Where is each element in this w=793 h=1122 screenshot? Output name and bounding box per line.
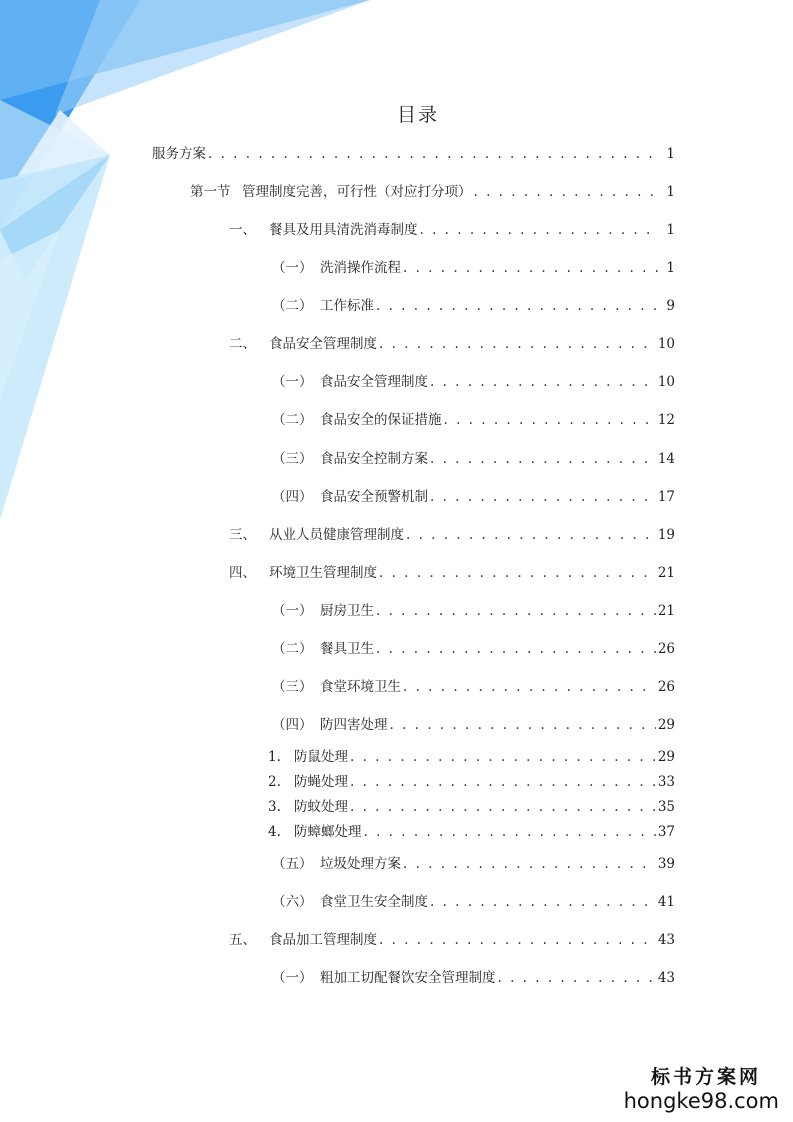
toc-entry[interactable] xyxy=(229,526,675,544)
toc-entry[interactable] xyxy=(268,748,675,766)
toc-entry-label: 环境卫生管理制度 xyxy=(269,565,377,581)
toc-entry-label: 食品安全控制方案 xyxy=(320,451,428,467)
toc-entry-number: 一、 xyxy=(229,222,256,238)
toc-page-number: 14 xyxy=(657,451,675,467)
toc-entry-label: 餐具卫生 xyxy=(320,641,374,657)
toc-page-number: 41 xyxy=(657,894,675,910)
toc-entry-number: 第一节 xyxy=(190,184,231,200)
toc-entry[interactable] xyxy=(272,602,675,620)
toc-leader-dots xyxy=(364,823,656,841)
toc-entry[interactable] xyxy=(272,411,675,429)
toc-entry[interactable] xyxy=(272,640,675,658)
toc-entry-number: （二） xyxy=(272,412,313,428)
toc-leader-dots xyxy=(406,526,656,544)
toc-entry-number: （四） xyxy=(272,717,313,733)
toc-entry-number: 四、 xyxy=(229,565,256,581)
toc-leader-dots xyxy=(379,564,656,582)
toc-leader-dots xyxy=(403,678,656,696)
toc-entry-number: （三） xyxy=(272,679,313,695)
toc-leader-dots xyxy=(390,716,656,734)
toc-entry-number: （一） xyxy=(272,970,313,986)
toc-entry[interactable] xyxy=(229,564,675,582)
toc-leader-dots xyxy=(379,335,656,353)
toc-entry-label: 防鼠处理 xyxy=(294,749,348,765)
toc-entry-number: （五） xyxy=(272,856,313,872)
toc-page-number: 19 xyxy=(657,527,675,543)
toc-entry-label: 食品安全管理制度 xyxy=(269,336,377,352)
toc-page-number: 29 xyxy=(657,717,675,733)
toc-page-number: 43 xyxy=(657,970,675,986)
toc-entry-number: 2. xyxy=(268,774,281,790)
toc-entry[interactable] xyxy=(272,373,675,391)
toc-entry-number: 二、 xyxy=(229,336,256,352)
toc-entry-label: 服务方案 xyxy=(152,146,206,162)
toc-leader-dots xyxy=(403,259,659,277)
toc-entry[interactable] xyxy=(229,221,675,239)
toc-leader-dots xyxy=(208,145,659,163)
toc-page-number: 1 xyxy=(666,222,675,238)
toc-entry-label: 餐具及用具清洗消毒制度 xyxy=(269,222,418,238)
toc-leader-dots xyxy=(379,931,656,949)
toc-entry[interactable] xyxy=(272,297,675,315)
toc-entry-number: 1. xyxy=(268,749,281,765)
toc-entry-number: 4. xyxy=(268,824,281,840)
toc-entry-label: 食堂卫生安全制度 xyxy=(320,894,428,910)
toc-entry-number: （三） xyxy=(272,451,313,467)
toc-leader-dots xyxy=(420,221,660,239)
toc-entry[interactable] xyxy=(272,893,675,911)
toc-entry-label: 防四害处理 xyxy=(320,717,388,733)
toc-entry[interactable] xyxy=(272,259,675,277)
toc-page-number: 10 xyxy=(657,374,675,390)
toc-leader-dots xyxy=(403,855,656,873)
toc-leader-dots xyxy=(376,640,656,658)
toc-entry[interactable] xyxy=(268,773,675,791)
toc-page-number: 1 xyxy=(666,184,675,200)
toc-leader-dots xyxy=(444,411,656,429)
toc-entry-number: 3. xyxy=(268,799,281,815)
toc-page-number: 29 xyxy=(657,749,675,765)
toc-page-number: 9 xyxy=(666,298,675,314)
toc-page-number: 21 xyxy=(657,603,675,619)
toc-entry-number: （一） xyxy=(272,603,313,619)
toc-page-number: 33 xyxy=(657,774,675,790)
toc-entry[interactable] xyxy=(272,969,675,987)
toc-entry-label: 防蝇处理 xyxy=(294,774,348,790)
toc-entry[interactable] xyxy=(272,450,675,468)
toc-entry[interactable] xyxy=(268,823,675,841)
toc-entry[interactable] xyxy=(229,335,675,353)
watermark xyxy=(624,1062,779,1113)
toc-leader-dots xyxy=(430,893,656,911)
toc-entry-label: 防蚊处理 xyxy=(294,799,348,815)
toc-page-number: 17 xyxy=(657,489,675,505)
toc-page-number: 21 xyxy=(657,565,675,581)
toc-entry-number: 五、 xyxy=(229,932,256,948)
toc-page-number: 1 xyxy=(666,146,675,162)
toc-leader-dots xyxy=(376,602,656,620)
toc-page-number: 39 xyxy=(657,856,675,872)
toc-title: 目录 xyxy=(396,104,439,126)
toc-entry[interactable] xyxy=(272,678,675,696)
toc-entry[interactable] xyxy=(272,488,675,506)
toc-page-number: 43 xyxy=(657,932,675,948)
toc-entry-number: （二） xyxy=(272,298,313,314)
toc-page-number: 37 xyxy=(657,824,675,840)
toc-entry-label: 食品安全的保证措施 xyxy=(320,412,442,428)
toc-page-number: 1 xyxy=(666,260,675,276)
toc-entry-label: 食品安全预警机制 xyxy=(320,489,428,505)
toc-entry-number: （六） xyxy=(272,894,313,910)
toc-entry-number: 三、 xyxy=(229,527,256,543)
toc-entry-number: （一） xyxy=(272,260,313,276)
toc-entry[interactable] xyxy=(268,798,675,816)
toc-entry-label: 厨房卫生 xyxy=(320,603,374,619)
toc-leader-dots xyxy=(430,488,656,506)
toc-page-number: 12 xyxy=(657,412,675,428)
toc-entry-label: 食品安全管理制度 xyxy=(320,374,428,390)
toc-leader-dots xyxy=(498,969,656,987)
toc-entry-label: 粗加工切配餐饮安全管理制度 xyxy=(320,970,496,986)
watermark-brand: 标书方案网 xyxy=(650,1066,761,1088)
toc-leader-dots xyxy=(430,373,656,391)
toc-page-number: 35 xyxy=(657,799,675,815)
toc-entry-label: 洗消操作流程 xyxy=(320,260,401,276)
watermark-domain: hongke98.com xyxy=(623,1089,779,1113)
toc-leader-dots xyxy=(350,748,656,766)
toc-entry[interactable] xyxy=(152,145,675,163)
toc-entry-number: （一） xyxy=(272,374,313,390)
toc-entry-label: 工作标准 xyxy=(320,298,374,314)
toc-entry-number: （二） xyxy=(272,641,313,657)
toc-entry-number: （四） xyxy=(272,489,313,505)
toc-leader-dots xyxy=(430,450,656,468)
toc-page-number: 10 xyxy=(657,336,675,352)
toc-entry[interactable] xyxy=(229,931,675,949)
toc-leader-dots xyxy=(376,297,659,315)
toc-leader-dots xyxy=(474,183,660,201)
toc-entry[interactable] xyxy=(272,716,675,734)
toc-leader-dots xyxy=(350,773,656,791)
toc-entry-label: 防蟑螂处理 xyxy=(294,824,362,840)
toc-entry[interactable] xyxy=(272,855,675,873)
toc-entry-label: 垃圾处理方案 xyxy=(320,856,401,872)
toc-entry-label: 从业人员健康管理制度 xyxy=(269,527,404,543)
toc-entry-label: 食品加工管理制度 xyxy=(269,932,377,948)
toc-entry[interactable] xyxy=(190,183,675,201)
toc-page-number: 26 xyxy=(657,641,675,657)
toc-entry-label: 管理制度完善，可行性（对应打分项） xyxy=(242,184,472,200)
toc-entry-label: 食堂环境卫生 xyxy=(320,679,401,695)
toc-leader-dots xyxy=(350,798,656,816)
toc-page-number: 26 xyxy=(657,679,675,695)
